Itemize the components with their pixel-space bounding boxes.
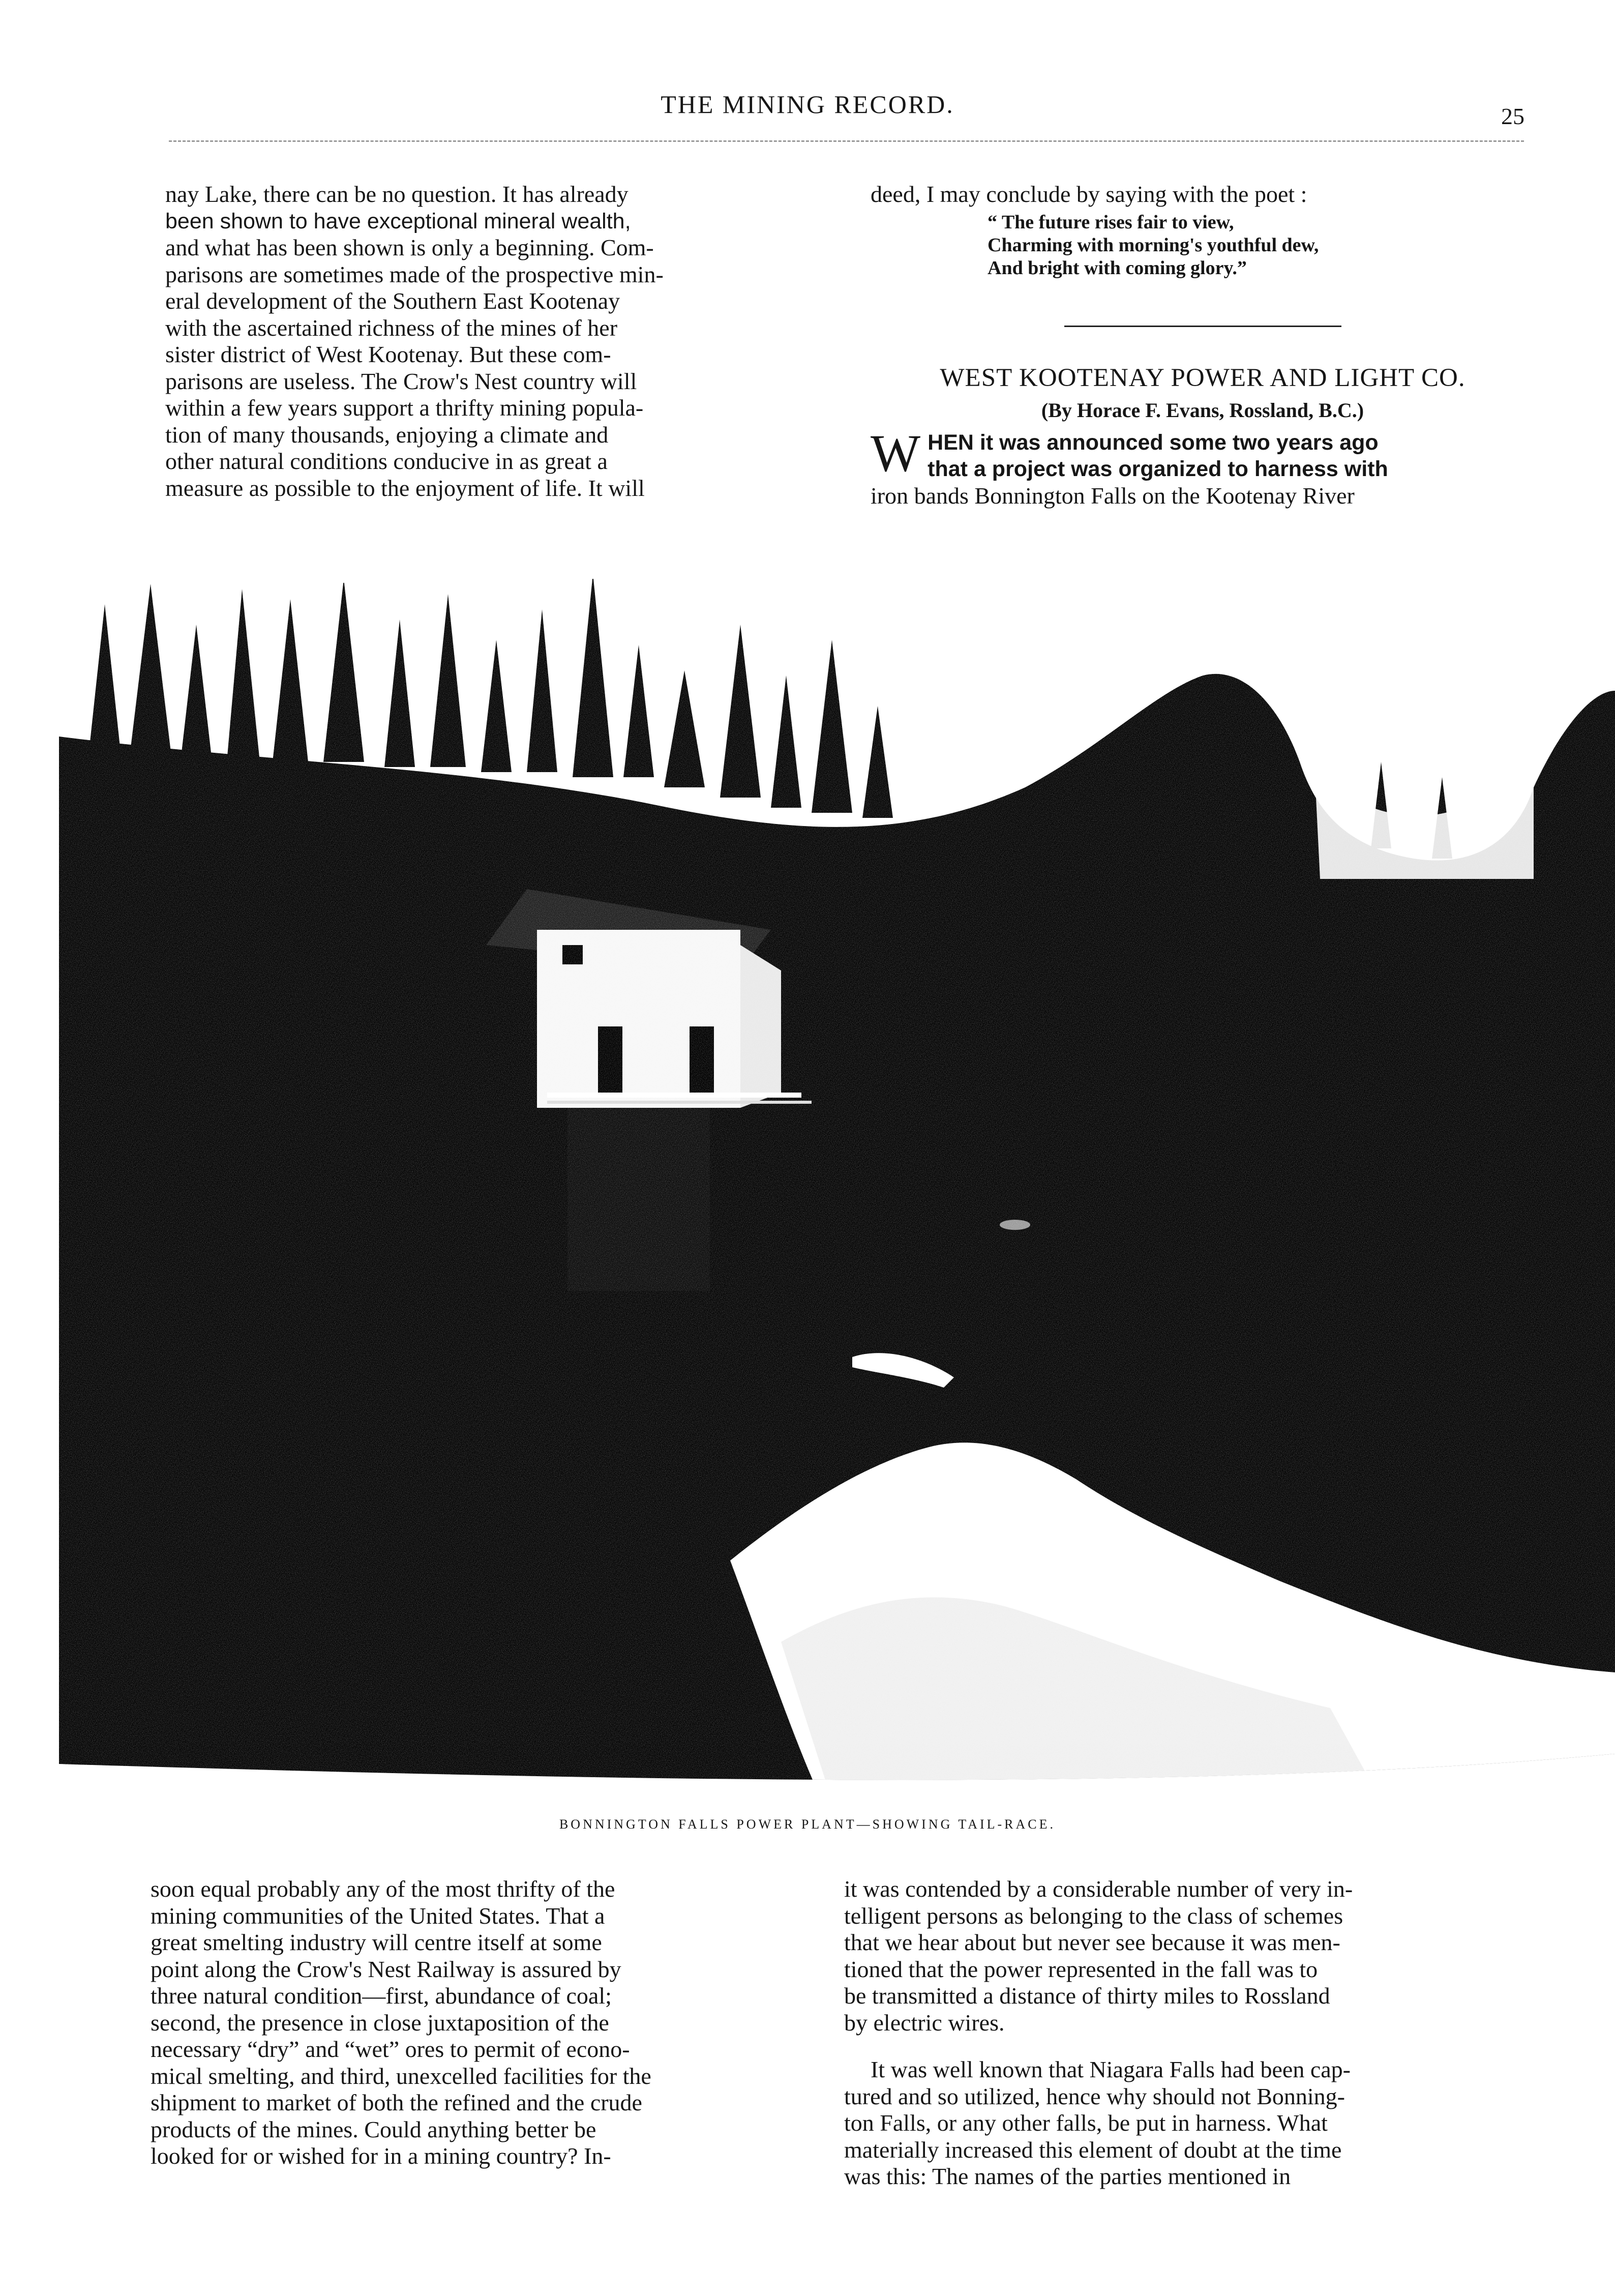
text-line: HEN it was announced some two years ago	[928, 430, 1379, 455]
text-line: be transmitted a distance of thirty miles to Rossland	[844, 1983, 1330, 2009]
page-header-title: THE MINING RECORD.	[661, 90, 954, 119]
text-line: three natural condition—first, abundance of coal;	[151, 1983, 612, 2009]
text-line: mical smelting, and third, unexcelled facilities for the	[151, 2063, 651, 2089]
quote-line: And bright with coming glory.”	[988, 257, 1247, 279]
column-top-left	[165, 181, 838, 502]
header-rule	[169, 140, 1524, 142]
text-line: was this: The names of the parties mentioned in	[844, 2163, 1291, 2189]
poem-quote	[871, 211, 1535, 280]
text-line: within a few years support a thrifty mining popula-	[165, 395, 644, 421]
text-line: necessary “dry” and “wet” ores to permit of econo-	[151, 2036, 630, 2062]
text-line: it was contended by a considerable number of very in-	[844, 1876, 1353, 1902]
text-line: looked for or wished for in a mining country? In-	[151, 2143, 611, 2169]
text-line: that a project was organized to harness with	[928, 457, 1388, 481]
section-divider	[1064, 326, 1341, 327]
text-line: second, the presence in close juxtaposition of the	[151, 2009, 609, 2036]
text-line: point along the Crow's Nest Railway is assured by	[151, 1956, 621, 1982]
article-byline: (By Horace F. Evans, Rossland, B.C.)	[1041, 399, 1364, 422]
bonnington-falls-photograph	[59, 523, 1615, 1801]
text-line: measure as possible to the enjoyment of life. It will	[165, 475, 645, 501]
poem-intro: deed, I may conclude by saying with the poet :	[871, 181, 1307, 207]
text-line: tured and so utilized, hence why should not Bonning-	[844, 2083, 1345, 2109]
text-line: ton Falls, or any other falls, be put in harness. What	[844, 2110, 1328, 2136]
column-bottom-left	[151, 1876, 812, 2170]
quote-line: Charming with morning's youthful dew,	[988, 234, 1319, 256]
column-top-right	[871, 181, 1535, 509]
text-line: nay Lake, there can be no question. It has already	[165, 181, 629, 207]
text-line: eral development of the Southern East Kootenay	[165, 288, 620, 314]
text-line: with the ascertained richness of the mines of her	[165, 314, 618, 341]
photo-caption: BONNINGTON FALLS POWER PLANT—SHOWING TAIL-RACE.	[559, 1817, 1056, 1832]
text-line: tioned that the power represented in the fall was to	[844, 1956, 1318, 1982]
text-line: great smelting industry will centre itself at some	[151, 1929, 602, 1955]
text-line: mining communities of the United States. That a	[151, 1902, 605, 1929]
quote-line: “ The future rises fair to view,	[988, 211, 1234, 233]
text-line: soon equal probably any of the most thrifty of the	[151, 1876, 615, 1902]
text-line: sister district of West Kootenay. But these com-	[165, 341, 611, 367]
article-lead	[871, 424, 1535, 510]
text-line: products of the mines. Could anything better be	[151, 2116, 596, 2142]
text-line: iron bands Bonnington Falls on the Kootenay River	[871, 482, 1355, 509]
text-line: parisons are sometimes made of the prospective min-	[165, 261, 664, 287]
text-line: that we hear about but never see because it was men-	[844, 1929, 1340, 1955]
text-line: It was well known that Niagara Falls had been cap-	[871, 2056, 1351, 2082]
text-line: and what has been shown is only a beginning. Com-	[165, 234, 654, 260]
column-bottom-right	[844, 1876, 1507, 2190]
text-line: telligent persons as belonging to the class of schemes	[844, 1902, 1343, 1929]
page-number: 25	[1501, 103, 1524, 129]
text-line: materially increased this element of doubt at the time	[844, 2136, 1342, 2163]
text-line: been shown to have exceptional mineral wealth,	[165, 209, 631, 233]
article-title: WEST KOOTENAY POWER AND LIGHT CO.	[940, 363, 1466, 392]
text-line: by electric wires.	[844, 2009, 1005, 2036]
text-line: parisons are useless. The Crow's Nest country will	[165, 368, 637, 394]
drop-cap: W	[871, 424, 921, 483]
text-line: shipment to market of both the refined and the crude	[151, 2089, 642, 2115]
text-line: tion of many thousands, enjoying a climate and	[165, 421, 609, 448]
text-line: other natural conditions conducive in as great a	[165, 448, 608, 474]
